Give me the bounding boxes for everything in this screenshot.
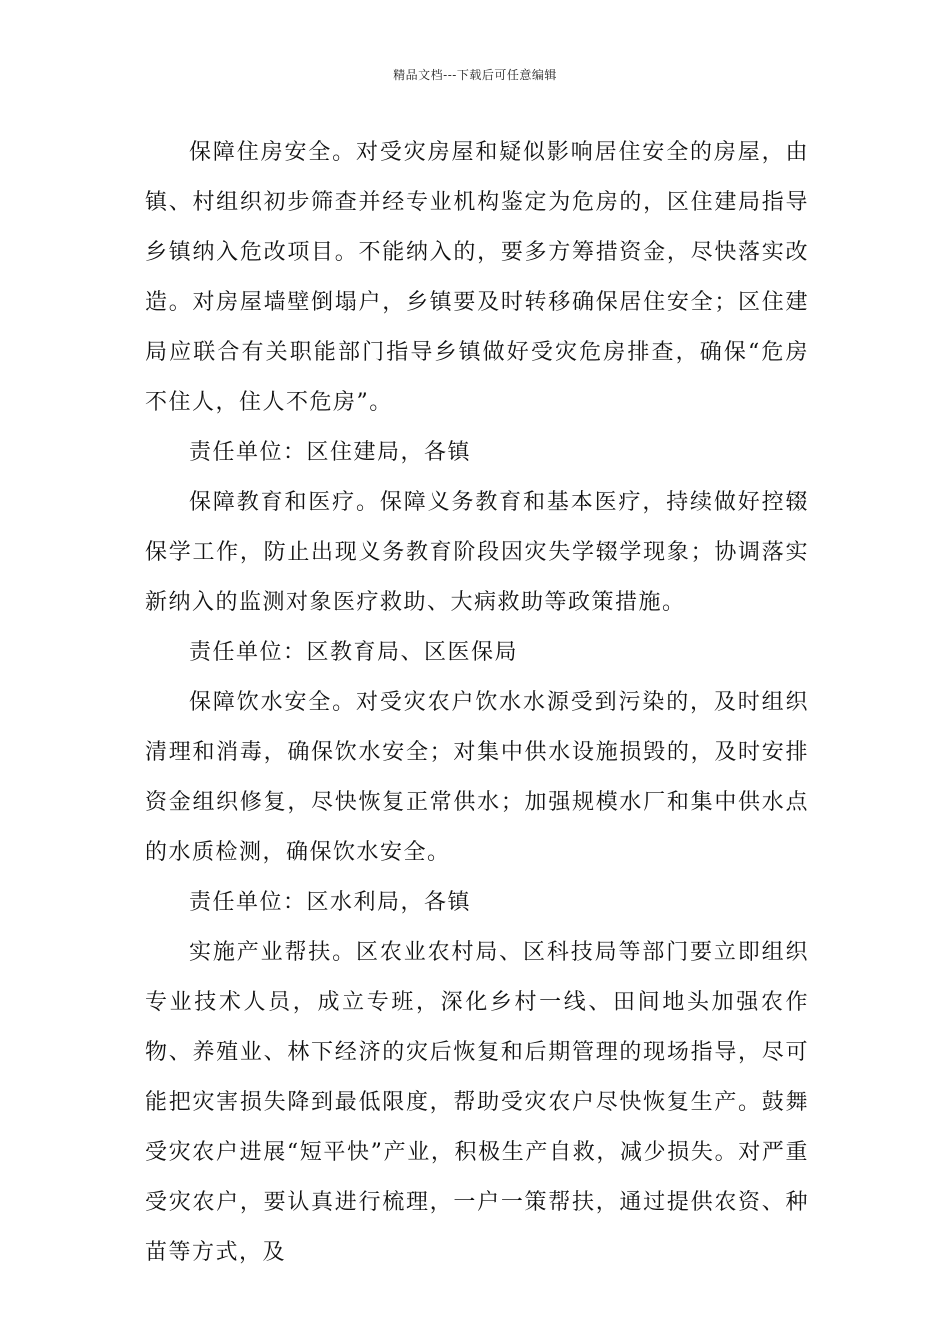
paragraph-industry-assistance: 实施产业帮扶。区农业农村局、区科技局等部门要立即组织专业技术人员，成立专班，深化乡村一线、田间地头加强农作物、养殖业、林下经济的灾后恢复和后期管理的现场指导，尽可能把灾害损失降到最低限度，帮助受灾农户尽快恢复生产。鼓舞受灾农户进展“短平快”产业，积极生产自救，减少损失。对严重受灾农户，要认真进行梳理，一户一策帮扶，通过提供农资、种苗等方式，及: [145, 940, 809, 1265]
paragraph-responsible-units-housing: 责任单位：区住建局，各镇: [189, 440, 472, 465]
paragraph-responsible-units-water: 责任单位：区水利局，各镇: [189, 890, 472, 915]
paragraph-drinking-water: 保障饮水安全。对受灾农户饮水水源受到污染的，及时组织清理和消毒，确保饮水安全；对集中供水设施损毁的，及时安排资金组织修复，尽快恢复正常供水；加强规模水厂和集中供水点的水质检测，确保饮水安全。: [145, 690, 809, 865]
paragraph-education-medical: 保障教育和医疗。保障义务教育和基本医疗，持续做好控辍保学工作，防止出现义务教育阶段因灾失学辍学现象；协调落实新纳入的监测对象医疗救助、大病救助等政策措施。: [145, 490, 809, 615]
document-body: [145, 128, 809, 1278]
paragraph-responsible-units-education: 责任单位：区教育局、区医保局: [189, 640, 519, 665]
paragraph-housing-safety: 保障住房安全。对受灾房屋和疑似影响居住安全的房屋，由镇、村组织初步筛查并经专业机构鉴定为危房的，区住建局指导乡镇纳入危改项目。不能纳入的，要多方筹措资金，尽快落实改造。对房屋墙壁倒塌户，乡镇要及时转移确保居住安全；区住建局应联合有关职能部门指导乡镇做好受灾危房排查，确保“危房不住人，住人不危房”。: [145, 140, 809, 415]
page-header: 精品文档---下载后可任意编辑: [393, 68, 557, 82]
